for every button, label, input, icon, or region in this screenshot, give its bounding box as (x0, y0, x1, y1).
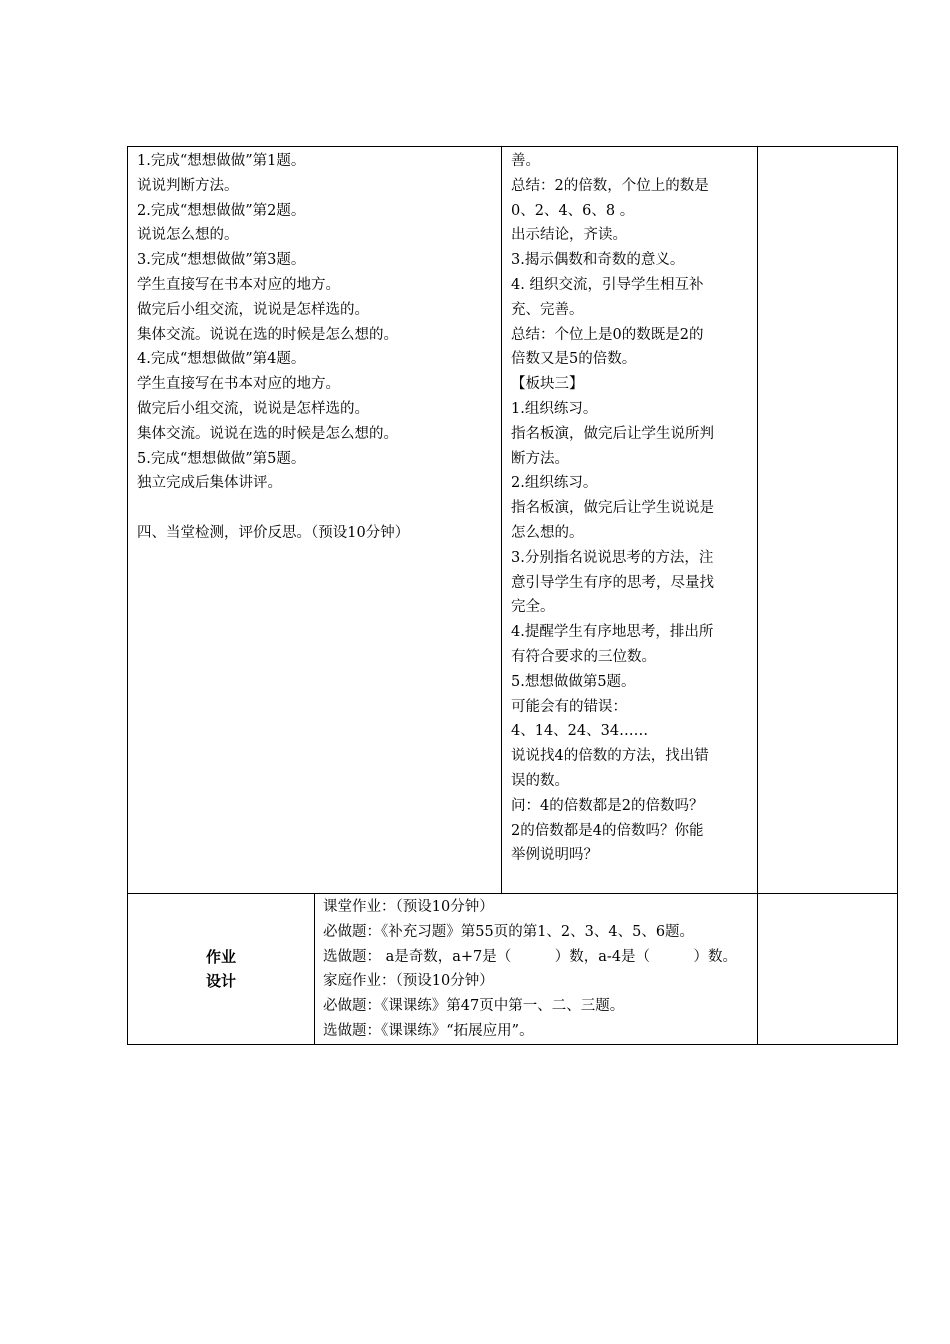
teacher-guidance-line: 善。 (511, 153, 540, 169)
teacher-guidance-line: 意引导学生有序的思考，尽量找 (511, 574, 714, 591)
teacher-guidance-line: 误的数。 (511, 772, 569, 789)
teacher-guidance-cell (502, 147, 758, 894)
teacher-guidance-line (511, 695, 744, 720)
teacher-guidance-line: 0、2、4、6、8 。 (511, 202, 635, 219)
teacher-guidance-line: 有符合要求的三位数。 (511, 648, 656, 665)
teacher-guidance-line: 总结：2的倍数，个位上的数是 (511, 177, 709, 194)
teacher-guidance-line: 【板块三】 (511, 376, 584, 393)
teacher-guidance-line: 倍数又是5的倍数。 (511, 351, 637, 368)
teacher-guidance-line: 4.提醒学生有序地思考，排出所 (511, 624, 714, 641)
student-activity-line (137, 496, 493, 521)
student-activity-line: 集体交流。说说在选的时候是怎么想的。 (137, 326, 398, 343)
justified-char: 可 (511, 698, 526, 715)
teacher-guidance-line: 断方法。 (511, 450, 569, 467)
justified-char: 会 (540, 698, 555, 715)
teacher-guidance-line: 2的倍数都是4的倍数吗？你能 (511, 822, 704, 839)
student-activity-line: 5.完成“想想做做”第5题。 (137, 450, 306, 467)
teacher-guidance-line: 出示结论，齐读。 (511, 227, 627, 244)
student-activity-line: 3.完成“想想做做”第3题。 (137, 252, 306, 269)
teacher-guidance-line: 总结：个位上是0的数既是2的 (511, 326, 704, 343)
justified-char: ： (612, 698, 627, 715)
teacher-guidance-line: 3.分别指名说说思考的方法，注 (511, 549, 714, 566)
homework-line: 选做题： a是奇数，a+7是（ ）数，a-4是（ ）数。 (323, 948, 738, 965)
homework-line: 必做题：《课课练》第47页中第一、二、三题。 (323, 998, 625, 1015)
teaching-process-row (128, 147, 898, 894)
teacher-guidance-line: 说说找4的倍数的方法，找出错 (511, 748, 709, 765)
student-activity-line: 做完后小组交流，说说是怎样选的。 (137, 301, 369, 318)
teacher-guidance-line: 怎么想的。 (511, 524, 584, 541)
homework-line: 家庭作业：（预设10分钟） (323, 973, 494, 990)
homework-text (315, 894, 757, 1044)
homework-content-cell (315, 894, 758, 1045)
notes-cell (758, 147, 898, 894)
teacher-guidance-line: 2.组织练习。 (511, 475, 598, 492)
student-activity-line: 集体交流。说说在选的时候是怎么想的。 (137, 425, 398, 442)
teacher-guidance-text (502, 147, 757, 868)
justified-char: 误 (598, 698, 613, 715)
student-activity-line: 2.完成“想想做做”第2题。 (137, 202, 306, 219)
homework-label-line1: 作业 (205, 947, 236, 966)
student-activity-line: 学生直接写在书本对应的地方。 (137, 376, 340, 393)
teacher-guidance-line: 4、14、24、34…… (511, 723, 649, 740)
student-activity-line: 说说怎么想的。 (137, 227, 239, 244)
student-activity-line: 说说判断方法。 (137, 177, 239, 194)
homework-row (128, 894, 898, 1045)
homework-line: 课堂作业：（预设10分钟） (323, 899, 494, 915)
homework-line: 必做题：《补充习题》第55页的第1、2、3、4、5、6题。 (323, 923, 695, 940)
teacher-guidance-line: 指名板演，做完后让学生说说是 (511, 500, 714, 517)
teacher-guidance-line: 举例说明吗？ (511, 847, 598, 864)
homework-label-cell (128, 894, 315, 1045)
student-activity-line: 1.完成“想想做做”第1题。 (137, 153, 306, 169)
justified-char: 有 (554, 698, 569, 715)
justified-char: 能 (525, 698, 540, 715)
teacher-guidance-line: 充、完善。 (511, 301, 584, 318)
teacher-guidance-line: 指名板演，做完后让学生说所判 (511, 425, 714, 442)
homework-line: 选做题：《课课练》“拓展应用”。 (323, 1022, 534, 1039)
teacher-guidance-line: 完全。 (511, 599, 555, 616)
student-activity-line: 四、当堂检测，评价反思。（预设10分钟） (137, 524, 410, 541)
homework-notes-cell (758, 894, 898, 1045)
justified-char: 错 (583, 698, 598, 715)
teacher-guidance-line: 5.想想做做第5题。 (511, 673, 636, 690)
student-activity-line: 4.完成“想想做做”第4题。 (137, 351, 306, 368)
homework-label (128, 945, 314, 993)
student-activity-line: 做完后小组交流，说说是怎样选的。 (137, 400, 369, 417)
homework-label-line2: 设计 (205, 971, 236, 990)
teacher-guidance-line: 1.组织练习。 (511, 400, 598, 417)
teacher-guidance-line: 3.揭示偶数和奇数的意义。 (511, 252, 685, 269)
teacher-guidance-line: 4. 组织交流，引导学生相互补 (511, 276, 704, 293)
lesson-plan-table (127, 146, 898, 1045)
student-activity-line: 学生直接写在书本对应的地方。 (137, 276, 340, 293)
student-activity-text (128, 147, 501, 546)
justified-char: 的 (569, 698, 584, 715)
student-activity-cell (128, 147, 502, 894)
student-activity-line: 独立完成后集体讲评。 (137, 475, 282, 492)
teacher-guidance-line: 问：4的倍数都是2的倍数吗？ (511, 797, 704, 814)
